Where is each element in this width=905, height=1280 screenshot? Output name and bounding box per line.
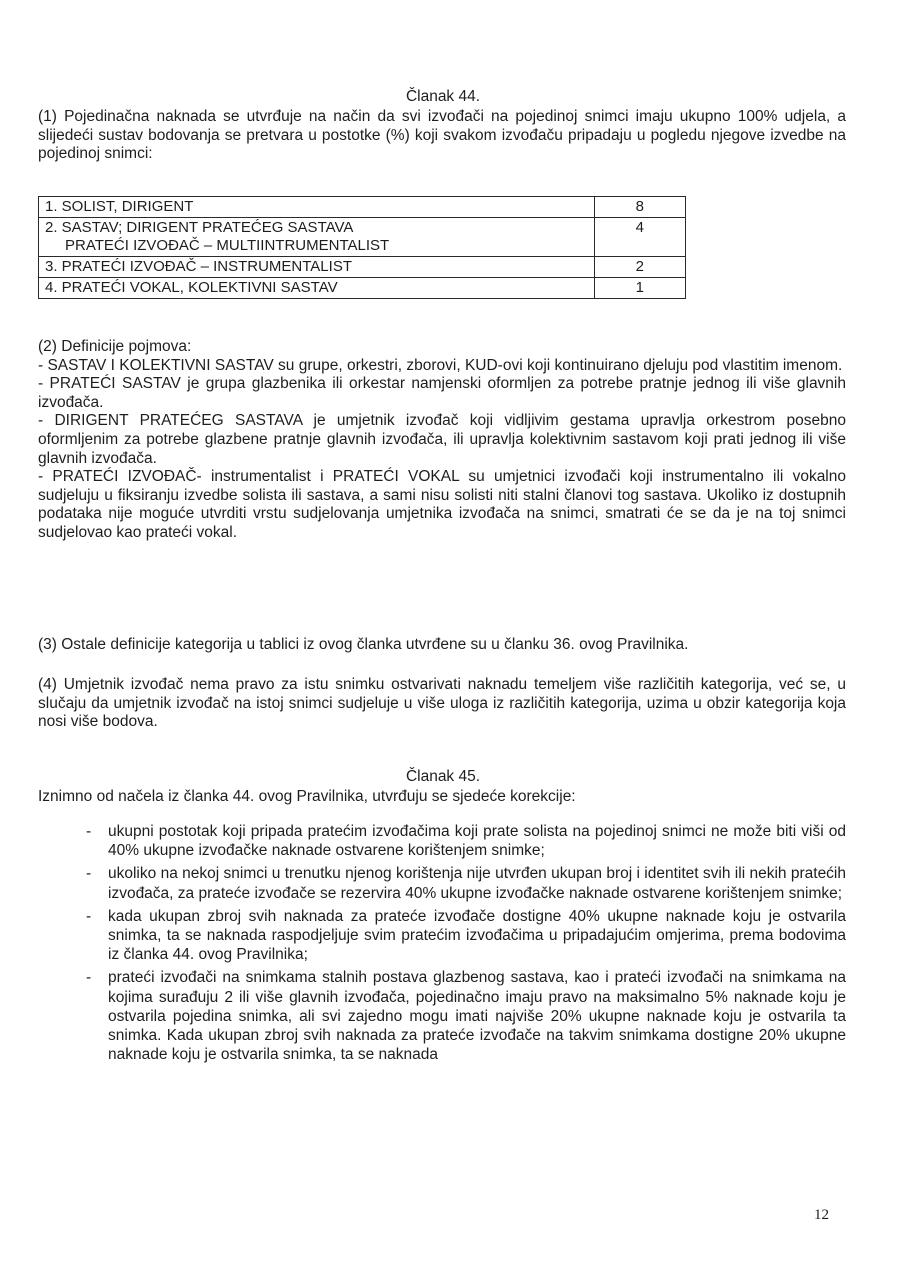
article-44-paragraph-4: (4) Umjetnik izvođač nema pravo za istu snimku ostvarivati naknadu temeljem više različitih kategorija, već se, u slučaju da umjetnik izvođač na istoj snimci sudjeluje u više uloga iz različitih kategorija, uzima u obzir kategorija koja nosi više bodova. bbox=[38, 676, 846, 731]
dash-bullet: - bbox=[86, 969, 92, 987]
page-number: 12 bbox=[814, 1207, 829, 1223]
table-cell-points: 1 bbox=[594, 278, 685, 299]
list-item-text: prateći izvođači na snimkama stalnih postava glazbenog sastava, kao i prateći izvođači na snimkama na kojima surađuju 2 ili više glavnih izvođača, pojedinačno imaju pravo na maksimalno 5% naknade koju je ostvarila pojedina snimka, ali svi zajedno mogu imati najviše 20% ukupne naknade koju je ostvarila ta snimka. Kada ukupan zbroj svih naknada za prateće izvođače na takvim snimkama dostigne 20% ukupne naknade koju je ostvarila snimka, ta se naknada bbox=[108, 969, 846, 1064]
list-item-text: kada ukupan zbroj svih naknada za prateće izvođače dostigne 40% ukupne naknade koju je ostvarila snimka, ta se naknada raspodjeljuje svim pratećim izvođačima u pripadajućim omjerima, prema bodovima iz članka 44. ovog Pravilnika; bbox=[108, 907, 846, 964]
table-cell-category bbox=[39, 218, 595, 257]
table-cell-category bbox=[39, 257, 595, 278]
article-44-paragraph-1: (1) Pojedinačna naknada se utvrđuje na način da svi izvođači na pojedinoj snimci imaju ukupno 100% udjela, a slijedeći sustav bodovanja se pretvara u postotke (%) koji svakom izvođaču pripadaju u pogledu njegove izvedbe na pojedinoj snimci: bbox=[38, 108, 846, 163]
article-45-title: Članak 45. bbox=[405, 768, 481, 785]
table-row bbox=[39, 197, 686, 218]
dash-bullet: - bbox=[86, 865, 92, 883]
dash-bullet: - bbox=[86, 823, 92, 840]
article-45-intro: Iznimno od načela iz članka 44. ovog Pravilnika, utvrđuju se sjedeće korekcije: bbox=[38, 788, 576, 805]
definitions-heading: (2) Definicije pojmova: bbox=[38, 338, 192, 355]
table-row bbox=[39, 218, 686, 257]
definition-item: - SASTAV I KOLEKTIVNI SASTAV su grupe, orkestri, zborovi, KUD-ovi koji kontinuirano djeluju pod vlastitim imenom. bbox=[38, 356, 843, 374]
article-44-title: Članak 44. bbox=[405, 88, 481, 105]
definition-item: - DIRIGENT PRATEĆEG SASTAVA je umjetnik izvođač koji vidljivim gestama upravlja orkestrom posebno oformljenim za potrebe glazbene pratnje glavnih izvođača, ili upravlja kolektivnim sastavom koji prati jednog ili više glavnih izvođača. bbox=[38, 412, 846, 467]
definition-item: - PRATEĆI IZVOĐAČ- instrumentalist i PRATEĆI VOKAL su umjetnici izvođači koji instrumentalno ili vokalno sudjeluju u fiksiranju izvedbe solista ili sastava, a sami nisu solisti niti stalni članovi tog sastava. Ukoliko iz dostupnih podataka nije moguće utvrditi vrstu sudjelovanja umjetnika izvođača na snimci, smatrati će se da je na toj snimci sudjelovao kao prateći vokal. bbox=[38, 468, 846, 541]
category-line: PRATEĆI IZVOĐAČ – MULTIINTRUMENTALIST bbox=[65, 237, 390, 254]
list-item bbox=[38, 864, 846, 902]
category-line: 2. SASTAV; DIRIGENT PRATEĆEG SASTAVA bbox=[45, 219, 354, 236]
article-44-paragraph-2 bbox=[38, 338, 846, 543]
table-cell-category bbox=[39, 197, 595, 218]
definition-item: - PRATEĆI SASTAV je grupa glazbenika ili orkestar namjenski oformljen za potrebe pratnje jednog ili više glavnih izvođača. bbox=[38, 375, 846, 411]
list-item bbox=[38, 907, 846, 965]
list-item bbox=[38, 822, 846, 860]
table-row bbox=[39, 257, 686, 278]
list-item bbox=[38, 968, 846, 1064]
dash-bullet: - bbox=[86, 907, 92, 925]
corrections-list bbox=[38, 822, 846, 1068]
table-cell-points: 8 bbox=[594, 197, 685, 218]
category-line: 4. PRATEĆI VOKAL, KOLEKTIVNI SASTAV bbox=[45, 279, 338, 296]
article-44-paragraph-3: (3) Ostale definicije kategorija u tablici iz ovog članka utvrđene su u članku 36. ovog Pravilnika. bbox=[38, 636, 689, 653]
table-cell-points: 2 bbox=[594, 257, 685, 278]
table-cell-category bbox=[39, 278, 595, 299]
category-line: 3. PRATEĆI IZVOĐAČ – INSTRUMENTALIST bbox=[45, 258, 352, 275]
list-item-text: ukupni postotak koji pripada pratećim izvođačima koji prate solista na pojedinoj snimci ne može biti viši od 40% ukupne izvođačke naknade ostvarene korištenjem snimke; bbox=[108, 823, 846, 860]
points-table bbox=[38, 196, 686, 299]
list-item-text: ukoliko na nekoj snimci u trenutku njenog korištenja nije utvrđen ukupan broj i identitet svih ili nekih pratećih izvođača, za prateće izvođače se rezervira 40% ukupne izvođačke naknade ostvarene korištenjem snimke; bbox=[108, 865, 846, 902]
table-cell-points: 4 bbox=[594, 218, 685, 257]
category-line: 1. SOLIST, DIRIGENT bbox=[45, 198, 194, 215]
table-row bbox=[39, 278, 686, 299]
